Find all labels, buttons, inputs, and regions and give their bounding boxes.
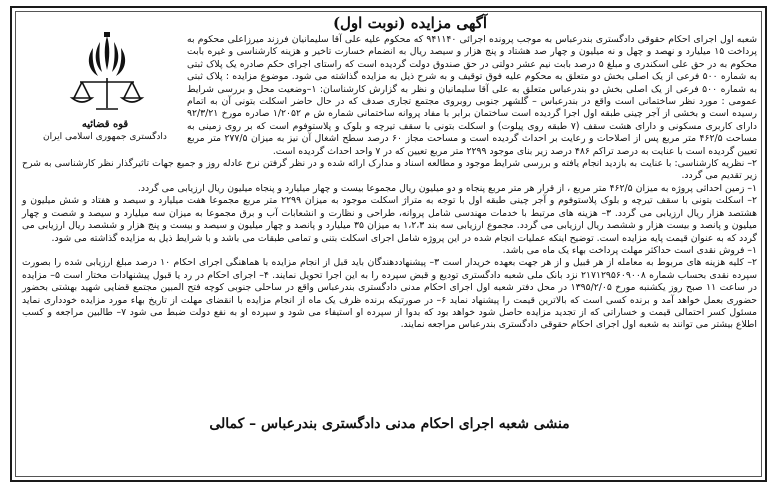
notice-paragraph: ۲– کلیه هزینه های مربوط به معامله از هر قبیل و از هر جهت بعهده خریدار است ۳– پیشنهاددهندگان باید قبل از انجام مزایده با هماهنگی اجرای احکام ۱۰ درصد مبلغ ارزیابی شده را بصورت سپرده نقدی بحساب شماره ۲۱۷۱۲۹۵۶۰۹۰۰۸ نزد بانک ملی شعبه دادگستری تودیع و قبض سپرده را به این اجرا تحویل نمایند. ۴– اجرای احکام در رد یا قبول پیشنهادات مختار است ۵– مزایده در ساعت ۱۱ صبح روز یکشنبه مورخ ۱۳۹۵/۲/۰۵ در محل دفتر شعبه اول اجرای احکام مدنی دادگستری بندرعباس واقع در ساحلی جنوبی کوچه فتح المبین مجتمع قضایی شهید بهشتی بحضور حضوری بعمل خواهد آمد و برنده کسی است که بالاترین قیمت را پیشنهاد نماید ۶– در صورتیکه برنده ظرف یک ماه از انجام مزایده با انقضای مهلت از تاریخ بهاء مورد مزایده خودداری نماید مسئول کسر احتمالی قیمت و خساراتی که از تجدید مزایده حاصل شود خواهد بود که بدوا از سپرده او استیفاء می شود و سپرده او به نفع دولت ضبط می شود ۷– طالبین مراجعه و کسب اطلاع بیشتر می توانند به شعبه اول اجرای احکام حقوقی دادگستری بندرعباس مراجعه نمایند. — [22, 257, 758, 331]
notice-paragraph: ۲– نظریه کارشناسی: با عنایت به بازدید انجام یافته و بررسی شرایط موجود و مطالعه اسناد و مدارک ارائه شده و در نظر گرفتن نرخ عادله روز و جمیع جهات تاثیرگذار نظر کارشناسی به شرح زیر تقدیم می گردد. — [22, 158, 757, 182]
notice-title: آگهی مزایده (نوبت اول) — [332, 14, 488, 32]
notice-body — [22, 34, 757, 332]
signature: منشی شعبه اجرای احکام مدنی دادگستری بندرعباس – کمالی — [209, 416, 570, 432]
notice-lead-paragraph: شعبه اول اجرای احکام حقوقی دادگستری بندرعباس به موجب پرونده اجرائی ۹۴۱۱۴۰ که محکوم علیه علی آقا سلیمانیان فرزند میرزاعلی محکوم به پرداخت ۱۵ میلیارد و نهصد و چهل و نه میلیون و چهار صد هشتاد و پنج هزار و سیصد ریال به انضمام خسارت تاخیر و هزینه کارشناسی و غیره بابت محکوم به در حق علی اسکندری و مبلغ ۵ درصد بابت نیم عشر دولتی در حق صندوق دولت گردیده است که راستای اجرای حکم صادره یک پلاک ثبتی به شماره ۵۰۰ فرعی از یک اصلی بخش دو متعلق به محکوم علیه فوق توقیف و به شرح ذیل به مزایده گذاشته می شود. موضوع مزایده : پلاک ثبتی به شماره ۵۰۰ فرعی از یک اصلی بخش دو بندرعباس متعلق به علی آقا سلیمانیان و نظر به گزارش کارشناسان: ۱–وضعیت محل و بررسی شرایط عمومی : مورد نظر ساختمانی است واقع در بندرعباس – گلشهر جنوبی روبروی مجتمع تجاری صدف که در حال حاضر اسکلت بتونی آن به اتمام رسیده است و بخشی از آجر چینی طبقه اول اجرا گردیده است ساختمان برابر با مفاد پروانه ساختمانی شماره ش م ۱/۲۰۵۲ صادره مورخ ۹۲/۳/۲۱ دارای کاربری مسکونی و دارای هشت سقف (۷ طبقه روی پیلوت) و اسکلت بتونی با سقف تیرچه و بلوک و پلاستوفوم است که بر روی زمینی به مساحت ۴۶۲/۵ متر مربع پس از اصلاحات و رعایت بر احداث گردیده است و مساحت مجاز ۶۰ درصد سطح اشغال آن نیز به میزان ۲۷۷/۵ متر مربع تعیین گردیده است با عنایت به درصد تراکم ۴۸۶ درصد زیر بنای موجود ۲۲۹۹ متر مربع تعیین که در ۷ واحد احداث گردیده است. — [187, 34, 758, 157]
notice-paragraph: ۲– اسکلت بتونی با سقف تیرچه و بلوک پلاستوفوم و آجر چینی طبقه اول با توجه به متراژ اسکلت موجود به میزان ۲۲۹۹ متر مربع مجموعا هفت میلیارد و سیصد و هفتاد و شش میلیون و هشتصد هزار ریال ارزیابی می گردد. ۳– هزینه های مرتبط با خدمات مهندسی شامل پروانه، طراحی و نظارت و انشعابات آب و برق مجموعا به میزان سه میلیارد و سیصد و شصت و چهار میلیون و پانصد و بیست هزار و ششصد ریال ارزیابی می گردد. مجموع ارزیابی سه بند ۱،۲،۳ به میزان ۳۵ میلیارد و پانصد و چهار میلیون و سیصد و بیست و پنج هزار و ششصد ریال ارزیابی می گردد که به عنوان قیمت پایه مزایده است. توضیح اینکه عملیات انجام شده در این پروژه شامل اجرای اسکلت بتنی و تمامی طبقات می باشد و با شرایط ذیل به مزایده گذاشته می شود. — [22, 195, 758, 244]
notice-paragraph: ۱– فروش نقدی است حداکثر مهلت پرداخت بهاء یک ماه می باشد. — [502, 244, 757, 256]
notice-paragraph: ۱– زمین احداثی پروژه به میزان ۴۶۲/۵ متر مربع ، از قرار هر متر مربع پنجاه و دو میلیون ریال مجموعا بیست و چهار میلیارد و پنجاه میلیون ریال ارزیابی می گردد. — [137, 182, 757, 194]
org-name-line1: قوه قضائیه — [81, 119, 129, 130]
org-name-line2: دادگستری جمهوری اسلامی ایران — [43, 132, 167, 142]
